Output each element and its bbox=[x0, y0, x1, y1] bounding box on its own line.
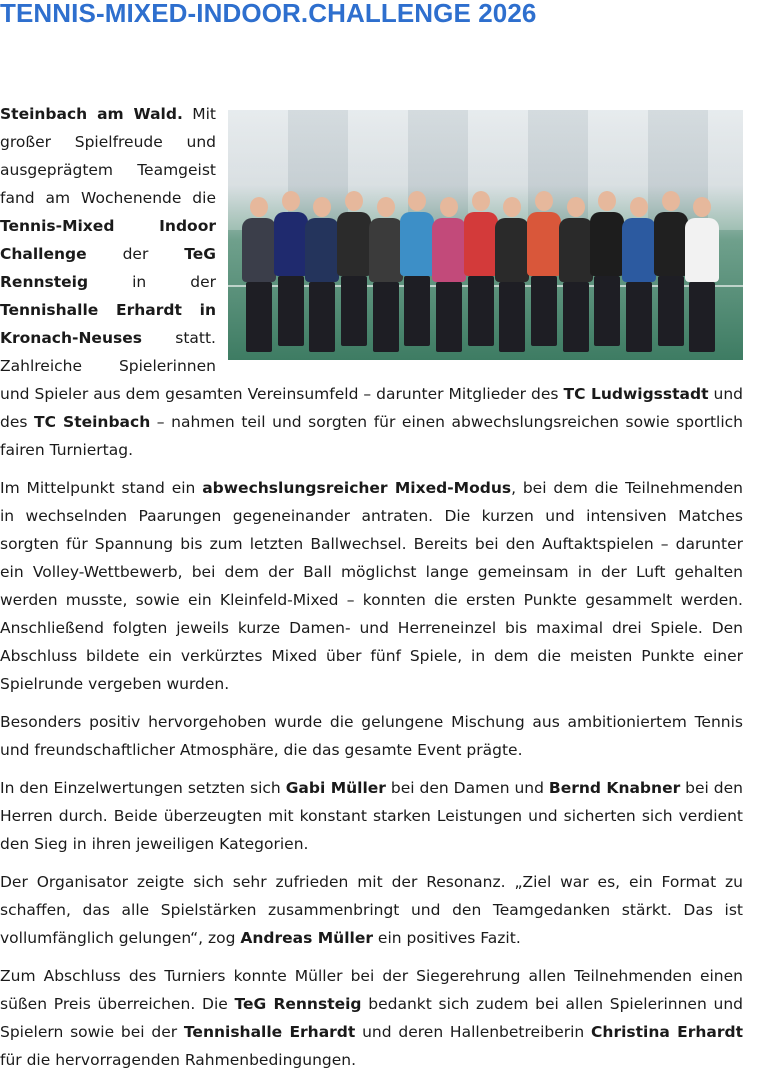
text-run: bei den Damen und bbox=[385, 779, 549, 797]
photo-person bbox=[242, 197, 276, 352]
bold-text-run: TeG Rennsteig bbox=[234, 995, 362, 1013]
photo-person bbox=[685, 197, 719, 352]
bold-text-run: Tennishalle Erhardt bbox=[183, 1023, 356, 1041]
photo-person bbox=[274, 191, 308, 346]
photo-person bbox=[495, 197, 529, 352]
text-run: ein positives Fazit. bbox=[372, 929, 521, 947]
text-run: statt. Zahlreiche Spielerinnen und Spieler aus dem gesamten Vereinsumfeld – darunter Mitglieder des bbox=[0, 329, 564, 403]
article-paragraph bbox=[0, 962, 743, 1074]
photo-person bbox=[337, 191, 371, 346]
bold-text-run: TeG Rennsteig bbox=[0, 245, 216, 291]
photo-person bbox=[559, 197, 593, 352]
bold-text-run: TC Ludwigsstadt bbox=[563, 385, 709, 403]
article-headline: TENNIS-MIXED-INDOOR.CHALLENGE 2026 bbox=[0, 0, 537, 28]
text-run: Zum Abschluss des Turniers konnte Müller bei der Siegerehrung allen Teilnehmenden einen süßen Preis überreichen. Die bbox=[0, 967, 743, 1013]
text-run: der bbox=[86, 245, 185, 263]
text-run: In den Einzelwertungen setzten sich bbox=[0, 779, 286, 797]
text-run: und deren Hallenbetreiberin bbox=[355, 1023, 592, 1041]
bold-text-run: Bernd Knabner bbox=[548, 779, 681, 797]
article-paragraph bbox=[0, 774, 743, 858]
bold-text-run: Gabi Müller bbox=[285, 779, 386, 797]
photo-person bbox=[369, 197, 403, 352]
text-run: Mit großer Spielfreude und ausgeprägtem Teamgeist fand am Wochenende die bbox=[0, 105, 216, 207]
text-run: – nahmen teil und sorgten für einen abwechslungsreichen sowie sportlich fairen Turniertag. bbox=[0, 413, 743, 459]
text-run: Besonders positiv hervorgehoben wurde die gelungene Mischung aus ambitioniertem Tennis und freundschaftlicher Atmosphäre, die das gesamte Event prägte. bbox=[0, 713, 743, 759]
text-run: in der bbox=[88, 273, 216, 291]
photo-person bbox=[432, 197, 466, 352]
text-run: bedankt sich zudem bei allen Spielerinnen und Spielern sowie bei der bbox=[0, 995, 744, 1041]
article-paragraph bbox=[0, 868, 743, 952]
text-run: Im Mittelpunkt stand ein bbox=[0, 479, 203, 497]
article-paragraph bbox=[0, 708, 743, 764]
bold-text-run: Tennishalle Erhardt in Kronach-Neuses bbox=[0, 301, 216, 347]
bold-text-run: TC Steinbach bbox=[34, 413, 151, 431]
article-paragraph bbox=[0, 474, 743, 698]
photo-person bbox=[305, 197, 339, 352]
photo-person bbox=[654, 191, 688, 346]
text-run: Der Organisator zeigte sich sehr zufrieden mit der Resonanz. „Ziel war es, ein Format zu schaffen, das alle Spielstärken zusammenbringt und den Teamgedanken stärkt. Das ist vollumfänglich gelungen“, zog bbox=[0, 873, 743, 947]
photo-person bbox=[464, 191, 498, 346]
bold-text-run: Tennis-Mixed Indoor Challenge bbox=[0, 217, 216, 263]
text-run: und des bbox=[0, 385, 744, 431]
text-run: bei den Herren durch. Beide überzeugten mit konstant starken Leistungen und sicherten sich verdient den Sieg in ihren jeweiligen Kategorien. bbox=[0, 779, 743, 853]
team-group-photo bbox=[228, 110, 743, 360]
bold-text-run: Steinbach am Wald. bbox=[0, 105, 183, 123]
bold-text-run: Andreas Müller bbox=[240, 929, 373, 947]
article-body bbox=[0, 100, 743, 1084]
photo-person bbox=[622, 197, 656, 352]
photo-person bbox=[400, 191, 434, 346]
text-run: , bei dem die Teilnehmenden in wechselnden Paarungen gegeneinander antraten. Die kurzen und intensiven Matches sorgten für Spannung bis zum letzten Ballwechsel. Bereits bei den Auftaktspielen – darunter ein Volley-Wettbewerb, bei dem der Ball möglichst lange gemeinsam in der Luft gehalten werden musste, sowie ein Kleinfeld-Mixed – konnten die ersten Punkte gesammelt werden. Anschließend folgten jeweils kurze Damen- und Herreneinzel bis maximal drei Spiele. Den Abschluss bildete ein verkürztes Mixed über fünf Spiele, in dem die meisten Punkte einer Spielrunde vergeben wurden. bbox=[0, 479, 743, 693]
bold-text-run: Christina Erhardt bbox=[591, 1023, 743, 1041]
photo-person bbox=[527, 191, 561, 346]
bold-text-run: abwechslungsreicher Mixed-Modus bbox=[202, 479, 512, 497]
text-run: für die hervorragenden Rahmenbedingungen. bbox=[0, 1051, 357, 1069]
photo-person bbox=[590, 191, 624, 346]
